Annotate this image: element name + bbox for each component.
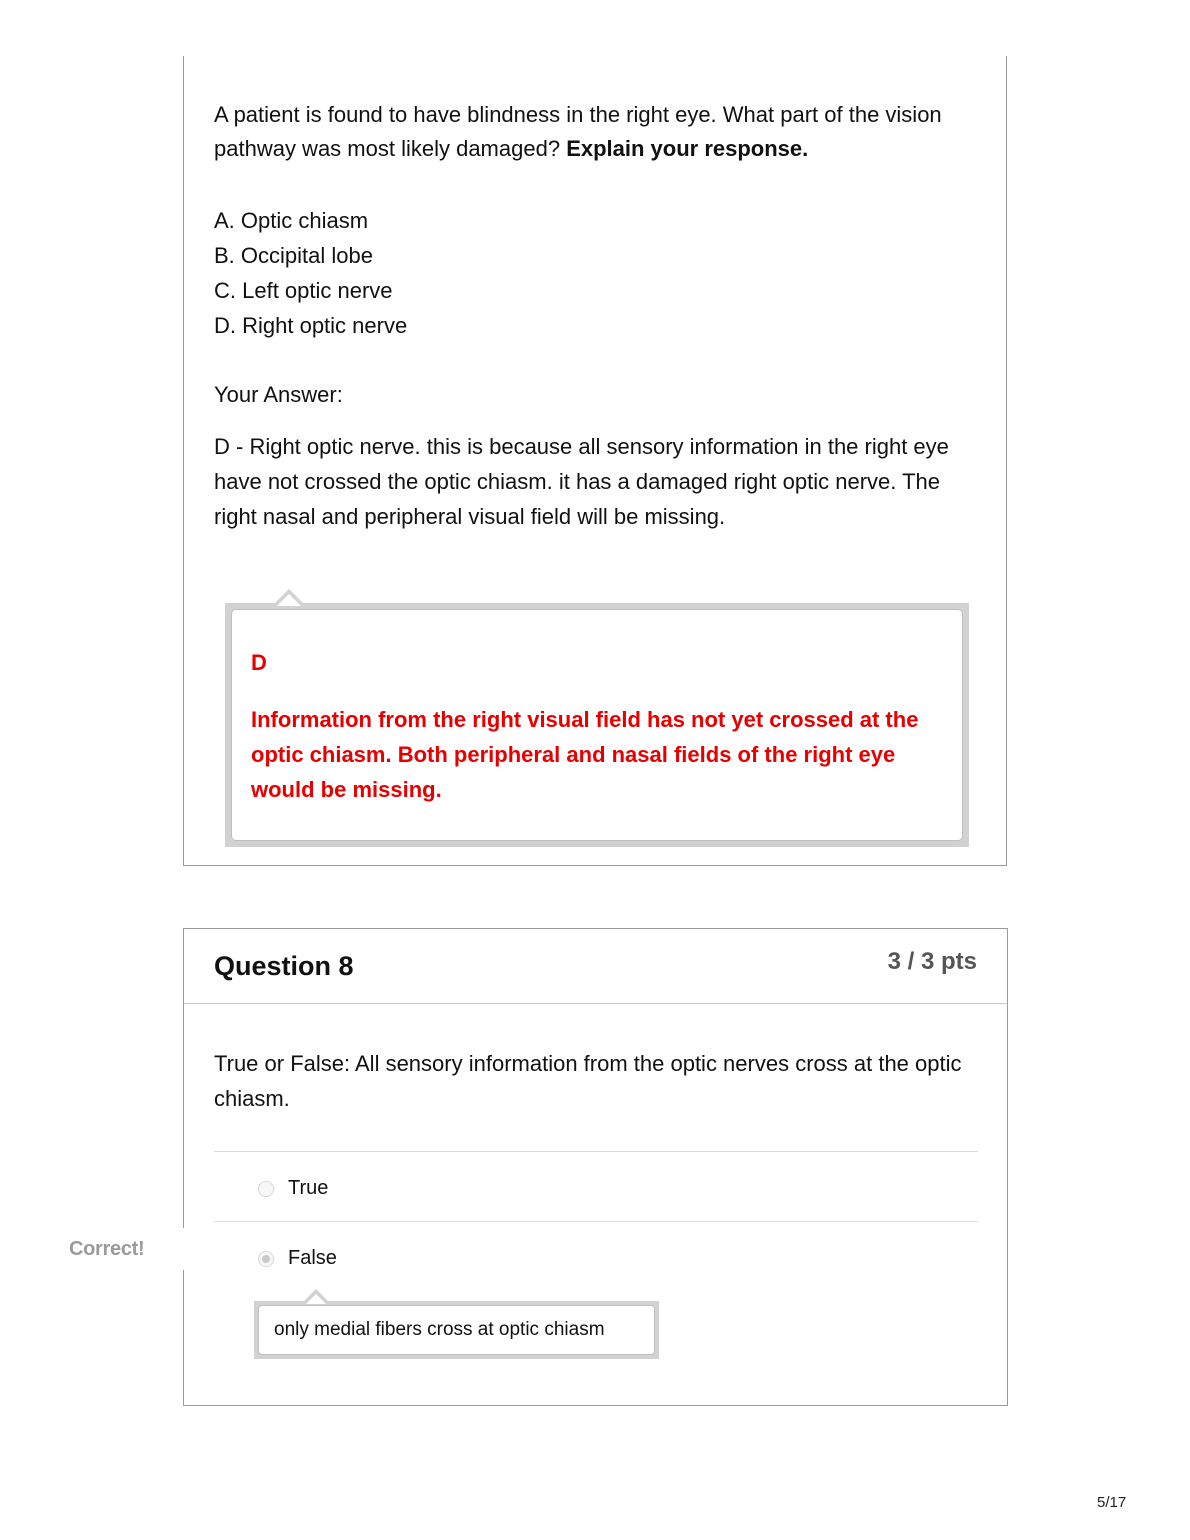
page-number: 5/17	[1097, 1494, 1127, 1511]
answer-comment-text: only medial fibers cross at optic chiasm	[258, 1305, 655, 1355]
radio-true[interactable]	[258, 1181, 274, 1197]
correct-indicator: Correct!	[69, 1238, 145, 1260]
your-answer-text: D - Right optic nerve. this is because all sensory information in the right eye have not crossed the optic chiasm. it has a damaged right optic nerve. The right nasal and peripheral visual field will be missing.	[214, 434, 949, 529]
question-7-card	[183, 56, 1007, 866]
feedback-pointer-inner	[277, 594, 301, 606]
question-7-options	[214, 203, 407, 343]
answer-option-false-label: False	[288, 1247, 337, 1269]
question-7-option-a: A. Optic chiasm	[214, 208, 369, 233]
question-8-header	[184, 929, 1007, 1004]
correct-marker-gap	[180, 1228, 188, 1270]
feedback-answer-letter: D	[251, 650, 267, 675]
answer-comment-box	[254, 1301, 659, 1359]
answer-divider	[214, 1151, 978, 1152]
question-7-option-c: C. Left optic nerve	[214, 278, 393, 303]
comment-pointer-inner	[306, 1294, 326, 1304]
feedback-content	[231, 609, 963, 841]
question-7-option-b: B. Occipital lobe	[214, 243, 373, 268]
answer-option-true-label: True	[288, 1177, 329, 1199]
question-8-title: Question 8	[214, 951, 354, 981]
answer-option-true[interactable]	[258, 1177, 328, 1200]
instructor-feedback-box	[225, 603, 969, 847]
question-7-prompt-emphasis: Explain your response.	[566, 136, 809, 161]
question-8-points: 3 / 3 pts	[887, 948, 977, 975]
answer-option-false[interactable]	[258, 1247, 337, 1270]
question-8-prompt: True or False: All sensory information from the optic nerves cross at the optic chiasm.	[214, 1051, 962, 1111]
question-7-prompt	[214, 98, 954, 166]
feedback-explanation: Information from the right visual field has not yet crossed at the optic chiasm. Both peripheral and nasal fields of the right eye would be missing.	[251, 707, 919, 802]
question-8-card	[183, 928, 1008, 1406]
answer-divider	[214, 1221, 978, 1222]
radio-false-selected[interactable]	[258, 1251, 274, 1267]
question-7-option-d: D. Right optic nerve	[214, 313, 408, 338]
question-7-prompt-text: A patient is found to have blindness in the right eye. What part of the vision pathway was most likely damaged?	[214, 102, 942, 161]
your-answer-label: Your Answer:	[214, 382, 343, 407]
